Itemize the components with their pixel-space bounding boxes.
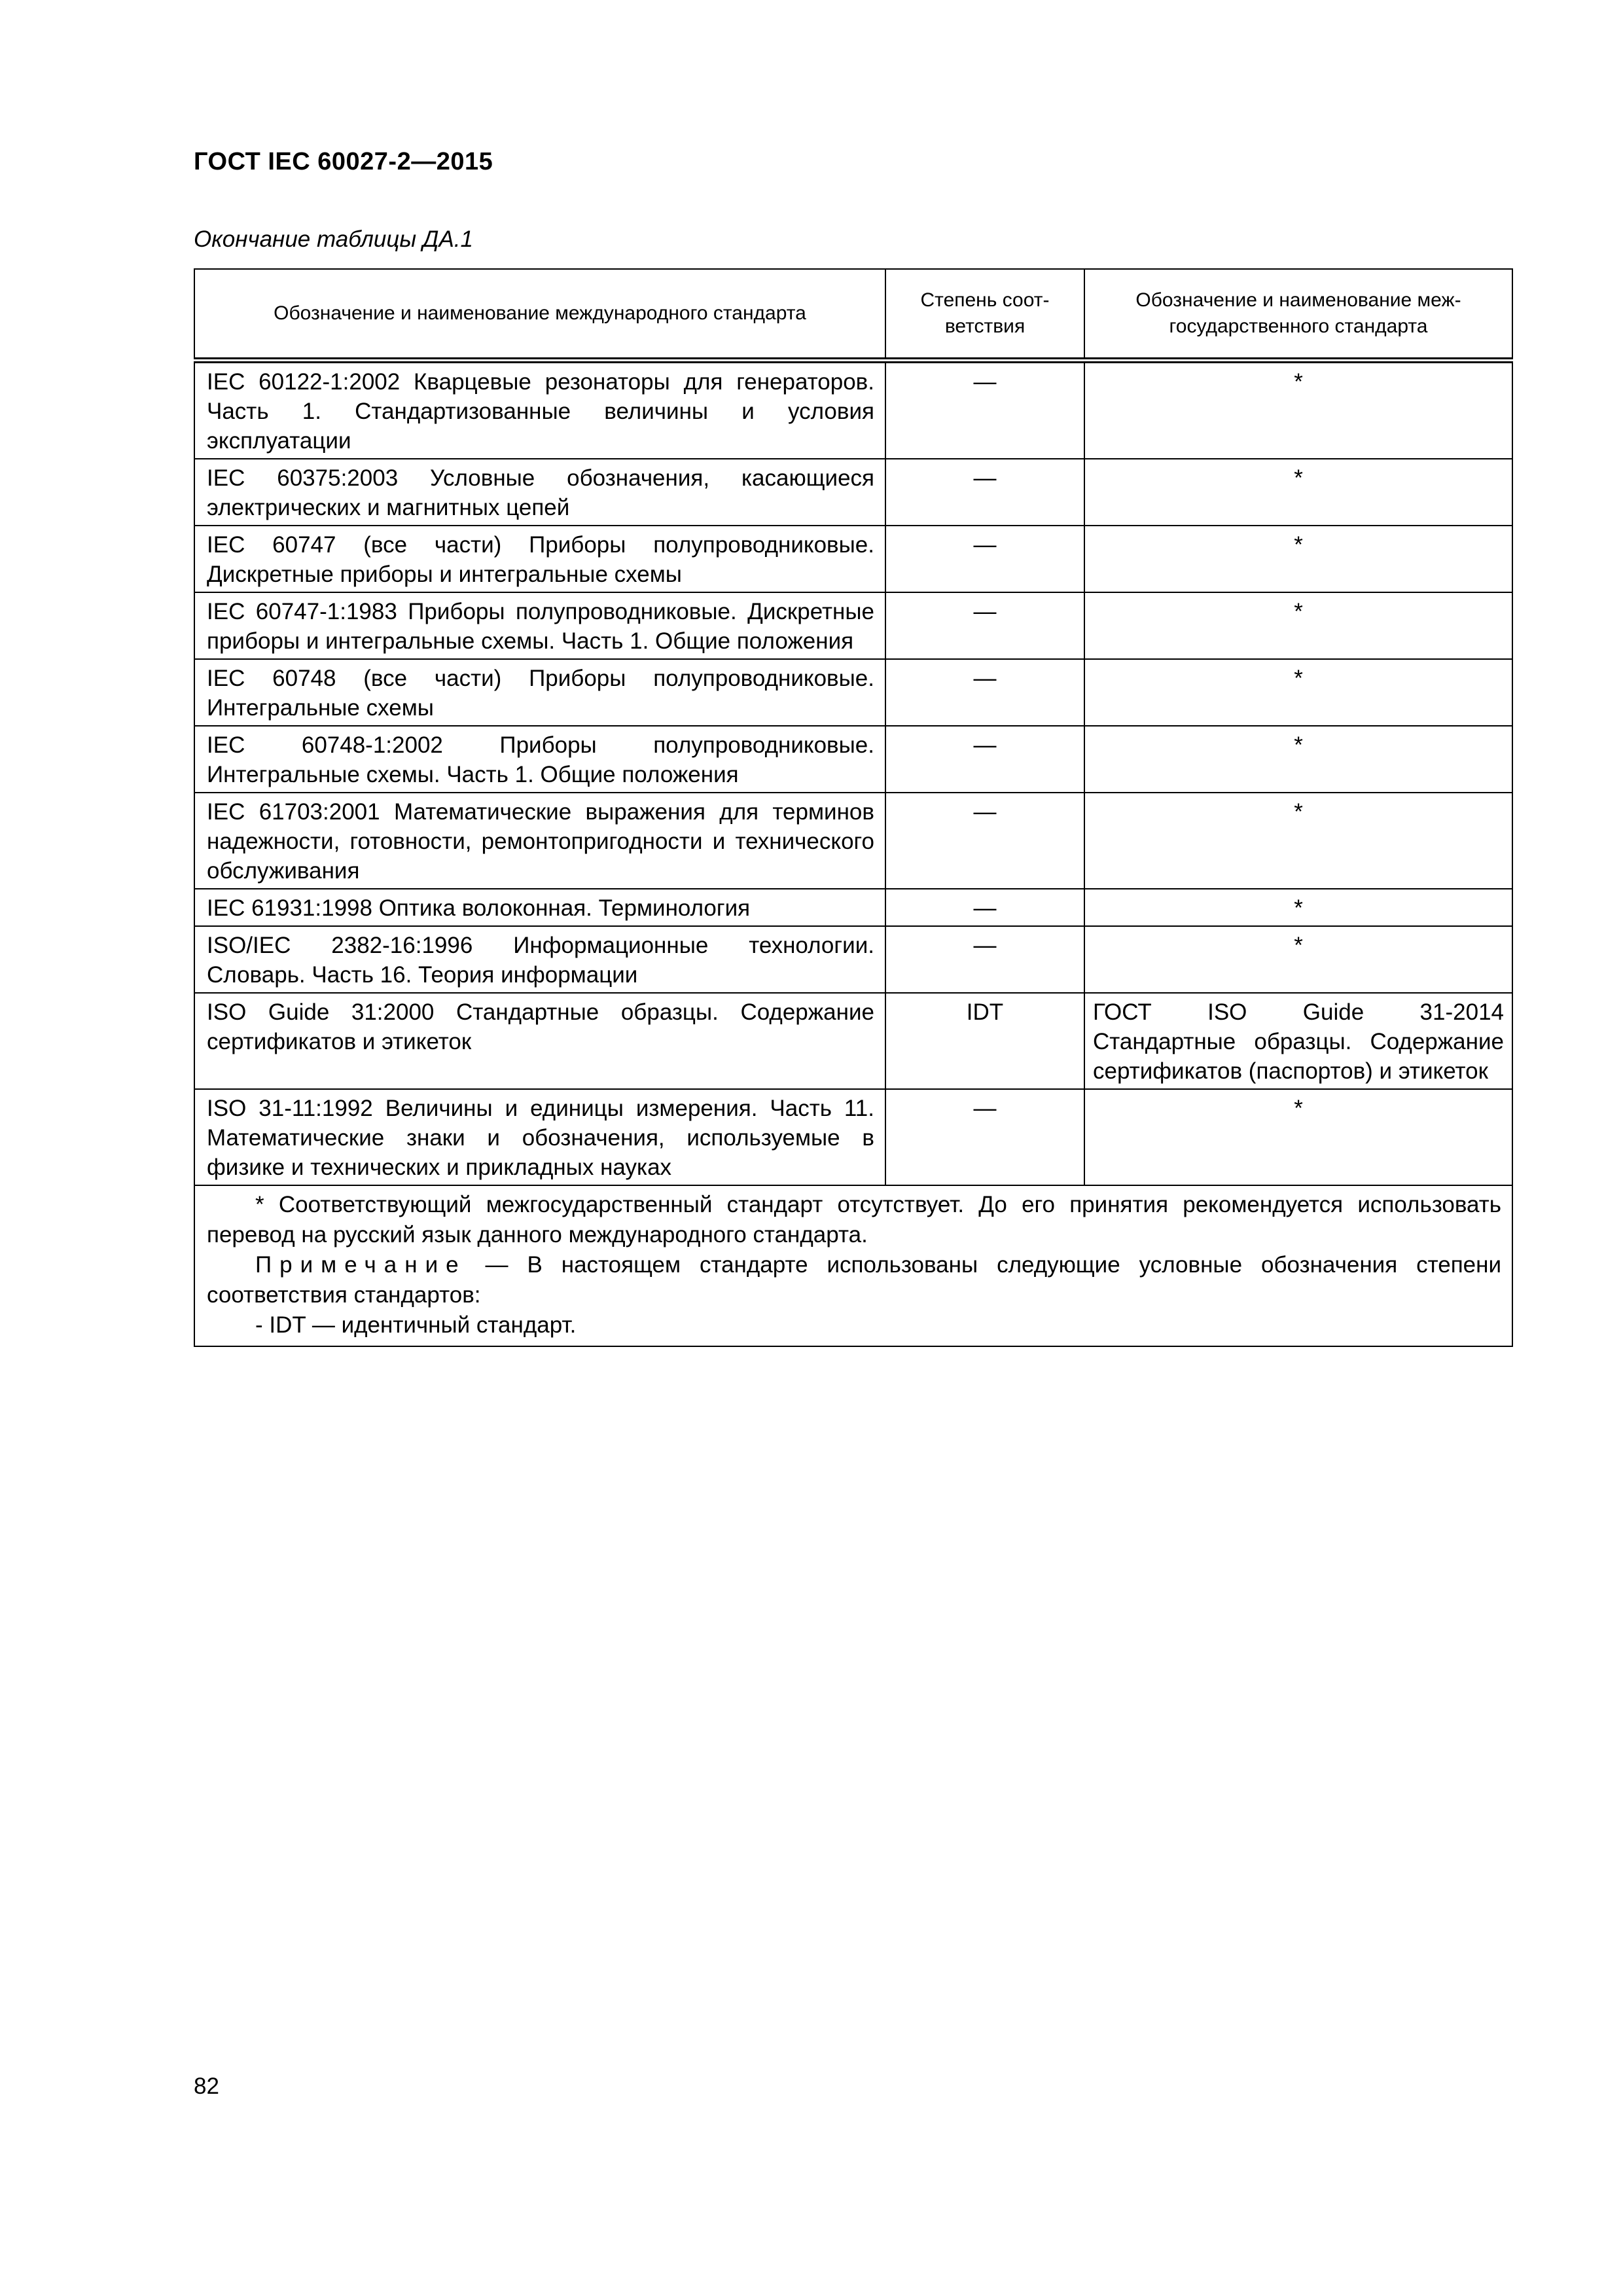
- note-label: Примечание: [255, 1252, 467, 1278]
- interstate-standard-cell: *: [1084, 793, 1512, 889]
- column-header-interstate: Обозначение и наименование меж-государственного стандарта: [1084, 269, 1512, 361]
- interstate-standard-cell: *: [1084, 659, 1512, 726]
- footnote-cell: [194, 1185, 1512, 1346]
- international-standard-cell: ISO 31-11:1992 Величины и единицы измерения. Часть 11. Математические знаки и обозначения, используемые в физике и технических и прикладных науках: [194, 1089, 885, 1185]
- interstate-standard-cell: *: [1084, 1089, 1512, 1185]
- international-standard-cell: IEC 60748-1:2002 Приборы полупроводниковые. Интегральные схемы. Часть 1. Общие положения: [194, 726, 885, 793]
- interstate-standard-cell: *: [1084, 726, 1512, 793]
- interstate-standard-cell: *: [1084, 361, 1512, 459]
- footnote-text: * Соответствующий межгосударственный стандарт отсутствует. До его принятия рекомендуется использовать перевод на русский язык данного международного стандарта.: [207, 1192, 1501, 1247]
- degree-cell: —: [885, 659, 1084, 726]
- interstate-standard-cell: *: [1084, 592, 1512, 659]
- table-row: [194, 526, 1512, 592]
- table-row: [194, 592, 1512, 659]
- table-row: [194, 459, 1512, 526]
- idt-definition: - IDT — идентичный стандарт.: [255, 1312, 577, 1338]
- interstate-standard-cell: *: [1084, 526, 1512, 592]
- document-title: ГОСТ IEC 60027-2—2015: [194, 148, 493, 175]
- table-row: [194, 726, 1512, 793]
- footnote-row: [194, 1185, 1512, 1346]
- page-number: 82: [194, 2073, 219, 2099]
- degree-cell: IDT: [885, 993, 1084, 1089]
- table-row: [194, 993, 1512, 1089]
- column-header-international: Обозначение и наименование международного стандарта: [194, 269, 885, 361]
- interstate-standard-cell: *: [1084, 459, 1512, 526]
- table-header-row: [194, 269, 1512, 361]
- degree-cell: —: [885, 592, 1084, 659]
- degree-cell: —: [885, 793, 1084, 889]
- degree-cell: —: [885, 726, 1084, 793]
- degree-cell: —: [885, 1089, 1084, 1185]
- international-standard-cell: IEC 60122-1:2002 Кварцевые резонаторы для генераторов. Часть 1. Стандартизованные величины и условия эксплуатации: [194, 361, 885, 459]
- table-row: [194, 361, 1512, 459]
- degree-cell: —: [885, 459, 1084, 526]
- international-standard-cell: ISO Guide 31:2000 Стандартные образцы. Содержание сертификатов и этикеток: [194, 993, 885, 1089]
- interstate-standard-cell: *: [1084, 889, 1512, 926]
- degree-cell: —: [885, 889, 1084, 926]
- table-caption: Окончание таблицы ДА.1: [194, 226, 473, 252]
- interstate-standard-cell: *: [1084, 926, 1512, 993]
- international-standard-cell: IEC 60375:2003 Условные обозначения, касающиеся электрических и магнитных цепей: [194, 459, 885, 526]
- degree-cell: —: [885, 361, 1084, 459]
- degree-cell: —: [885, 926, 1084, 993]
- interstate-standard-cell: ГОСТ ISO Guide 31-2014 Стандартные образцы. Содержание сертификатов (паспортов) и этикеток: [1084, 993, 1512, 1089]
- table-row: [194, 1089, 1512, 1185]
- international-standard-cell: IEC 60748 (все части) Приборы полупроводниковые. Интегральные схемы: [194, 659, 885, 726]
- international-standard-cell: IEC 60747-1:1983 Приборы полупроводниковые. Дискретные приборы и интегральные схемы. Часть 1. Общие положения: [194, 592, 885, 659]
- international-standard-cell: ISO/IEC 2382-16:1996 Информационные технологии. Словарь. Часть 16. Теория информации: [194, 926, 885, 993]
- degree-cell: —: [885, 526, 1084, 592]
- standards-table: [194, 268, 1513, 1347]
- table-row: [194, 889, 1512, 926]
- note-text: — В настоящем стандарте использованы следующие условные обозначения степени соответствия стандартов:: [207, 1252, 1501, 1308]
- note-paragraph: [207, 1250, 1501, 1310]
- table-row: [194, 926, 1512, 993]
- column-header-degree: Степень соот-ветствия: [885, 269, 1084, 361]
- international-standard-cell: IEC 61703:2001 Математические выражения для терминов надежности, готовности, ремонтопригодности и технического обслуживания: [194, 793, 885, 889]
- table-row: [194, 659, 1512, 726]
- international-standard-cell: IEC 61931:1998 Оптика волоконная. Терминология: [194, 889, 885, 926]
- table-row: [194, 793, 1512, 889]
- international-standard-cell: IEC 60747 (все части) Приборы полупроводниковые. Дискретные приборы и интегральные схемы: [194, 526, 885, 592]
